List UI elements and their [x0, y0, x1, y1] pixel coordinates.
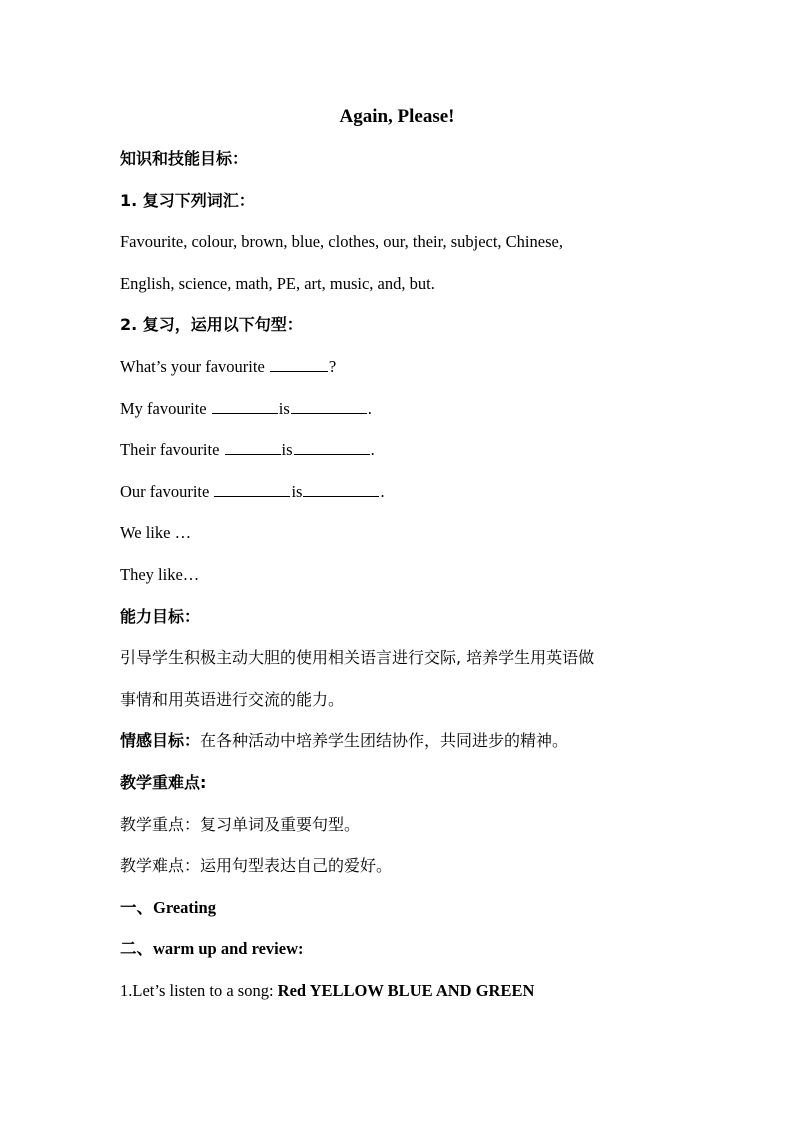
pattern-3-end: .	[370, 440, 375, 460]
fill-blank	[214, 479, 290, 497]
song-title: Red YELLOW BLUE AND GREEN	[277, 980, 535, 1000]
document-body	[120, 146, 740, 1019]
fill-blank	[225, 437, 281, 455]
step-1-heading: 一、Greating	[120, 897, 216, 917]
fill-blank	[212, 396, 278, 414]
pattern-2-end: .	[367, 398, 372, 418]
pattern-review-heading: 2. 复习，运用以下句型：	[120, 315, 303, 335]
vocab-line-1: Favourite, colour, brown, blue, clothes, our, their, subject, Chinese,	[120, 232, 563, 252]
pattern-4-end: .	[380, 481, 385, 501]
pattern-4-is: is	[291, 481, 303, 501]
step-2-heading: 二、warm up and review:	[120, 939, 304, 959]
song-line	[120, 978, 740, 1020]
song-prefix: 1.Let’s listen to a song:	[120, 980, 278, 1000]
emotion-line	[120, 728, 740, 770]
pattern-line-6: They like…	[120, 564, 200, 584]
pattern-1-text: What’s your favourite	[120, 356, 269, 376]
pattern-2-is: is	[278, 398, 290, 418]
pattern-2-text: My favourite	[120, 398, 211, 418]
pattern-3-is: is	[281, 440, 293, 460]
pattern-3-text: Their favourite	[120, 440, 224, 460]
key-difficult-heading: 教学重难点:	[120, 772, 207, 792]
pattern-1-end: ?	[328, 356, 337, 376]
emotion-text: 在各种活动中培养学生团结协作，共同进步的精神。	[200, 731, 569, 751]
vocab-line-2: English, science, math, PE, art, music, and, but.	[120, 273, 435, 293]
vocab-review-heading: 1. 复习下列词汇：	[120, 190, 255, 210]
pattern-line-5: We like …	[120, 523, 192, 543]
pattern-line-3	[120, 437, 740, 479]
ability-line-2: 事情和用英语进行交流的能力。	[120, 689, 345, 709]
pattern-line-2	[120, 396, 740, 438]
ability-line-1: 引导学生积极主动大胆的使用相关语言进行交际, 培养学生用英语做	[120, 648, 595, 668]
pattern-4-text: Our favourite	[120, 481, 214, 501]
document-title: Again, Please!	[339, 106, 455, 127]
fill-blank	[303, 479, 379, 497]
fill-blank	[294, 437, 370, 455]
emotion-label: 情感目标：	[120, 731, 201, 751]
fill-blank	[291, 396, 367, 414]
ability-heading: 能力目标：	[120, 606, 201, 626]
pattern-line-4	[120, 479, 740, 521]
key-point: 教学重点：复习单词及重要句型。	[120, 814, 361, 834]
difficult-point: 教学难点：运用句型表达自己的爱好。	[120, 856, 393, 876]
pattern-line-1	[120, 354, 740, 396]
fill-blank	[270, 354, 328, 372]
knowledge-heading: 知识和技能目标：	[120, 149, 249, 168]
